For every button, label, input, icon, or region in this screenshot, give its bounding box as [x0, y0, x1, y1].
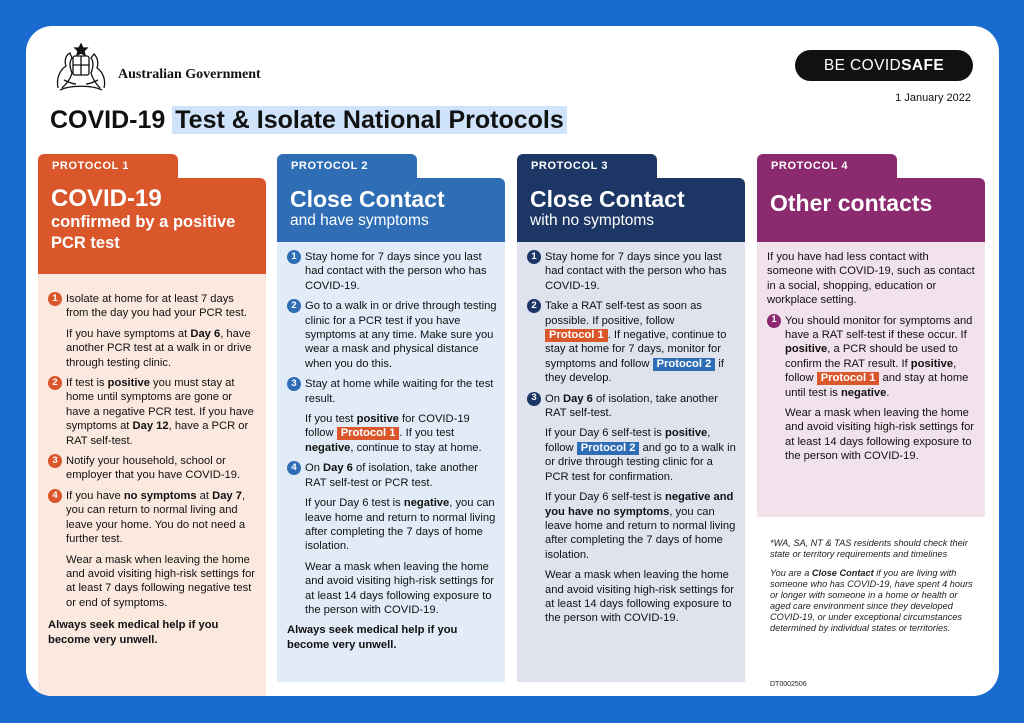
protocol-1-step-4 — [48, 489, 258, 610]
step-text: Take a RAT self-test as soon as possible. If positive, follow Protocol 1 . If negative, continue to stay at home for 7 days, monitor for symptoms and follow Protocol 2 if they develop. — [545, 300, 727, 385]
protocol-1-step-3 — [48, 454, 258, 483]
step-text-extra: If your Day 6 self-test is positive, follow Protocol 2 and go to a walk in or drive through testing clinic for a PCR test for confirmation. — [545, 427, 736, 483]
step-number: 2 — [48, 376, 62, 390]
protocol-1-badge: Protocol 1 — [337, 427, 400, 440]
protocol-4-header — [757, 178, 985, 242]
title-part-1: COVID-19 — [50, 106, 173, 134]
protocol-2-step-2 — [287, 299, 497, 371]
step-number: 2 — [287, 299, 301, 313]
protocol-2-step-3 — [287, 377, 497, 455]
protocol-1-badge: Protocol 1 — [817, 372, 880, 385]
step-text-extra: Wear a mask when leaving the home and avoid visiting high-risk settings for at least 14 days following exposure to the person with COVID-19. — [545, 569, 735, 625]
protocol-2-tab: PROTOCOL 2 — [277, 154, 417, 178]
protocol-1-step-1 — [48, 292, 258, 370]
step-number: 1 — [527, 250, 541, 264]
protocol-2-header — [277, 178, 505, 242]
protocol-2-badge: Protocol 2 — [653, 358, 716, 371]
covidsafe-light-text: BE COVID — [823, 56, 902, 74]
covidsafe-bold-text: SAFE — [901, 56, 945, 74]
step-number: 4 — [48, 489, 62, 503]
protocol-3-step-1 — [527, 250, 737, 293]
step-number: 1 — [48, 292, 62, 306]
title-part-2: Test & Isolate National Protocols — [172, 106, 567, 134]
protocol-1-column — [38, 154, 266, 696]
step-text: Stay home for 7 days since you last had contact with the person who has COVID-19. — [305, 251, 487, 292]
protocol-3-title: Close Contact — [530, 186, 685, 212]
step-text: On Day 6 of isolation, take another RAT self-test. — [545, 392, 718, 420]
protocol-2-step-1 — [287, 250, 497, 293]
protocol-1-closing: Always seek medical help if you become very unwell. — [48, 619, 219, 646]
step-text-extra: Wear a mask when leaving the home and avoid visiting high-risk settings for at least 14 days following exposure to the person with COVID-19. — [305, 560, 495, 616]
document-id: DT0002506 — [770, 681, 807, 688]
protocol-2-step-4 — [287, 461, 497, 617]
protocol-4-step-1 — [767, 314, 977, 464]
protocol-1-step-2 — [48, 376, 258, 448]
protocol-4-title: Other contacts — [770, 190, 933, 216]
protocol-4-column — [757, 154, 985, 517]
step-text-extra: If your Day 6 self-test is negative and you have no symptoms, you can leave home and return to normal living after completing the 7 days of home isolation. — [545, 491, 736, 561]
step-number: 1 — [287, 250, 301, 264]
protocol-2-badge: Protocol 2 — [577, 442, 640, 455]
page-title — [50, 106, 567, 135]
footnote — [770, 538, 974, 642]
step-text-extra: Wear a mask when leaving the home and avoid visiting high-risk settings for at least 7 days following negative test or end of symptoms. — [66, 553, 256, 609]
step-text: Stay home for 7 days since you last had contact with the person who has COVID-19. — [545, 251, 727, 292]
step-text: Stay at home while waiting for the test result. — [305, 378, 494, 405]
state-note: *WA, SA, NT & TAS residents should check their state or territory requirements and timelines — [770, 538, 968, 559]
step-number: 2 — [527, 299, 541, 313]
protocol-4-intro: If you have had less contact with someone with COVID-19, such as contact in a social, shopping, education or workplace setting. — [767, 251, 975, 307]
step-text: Isolate at home for at least 7 days from the day you had your PCR test. — [66, 293, 247, 320]
step-text: Notify your household, school or employer that you have COVID-19. — [66, 455, 241, 482]
step-text-extra: If you have symptoms at Day 6, have another PCR test at a walk in or drive through testing clinic. — [66, 327, 252, 369]
step-text-extra: If you test positive for COVID-19 follow Protocol 1 . If you test negative, continue to stay at home. — [305, 413, 482, 454]
protocol-2-body — [277, 242, 505, 682]
step-text: If you have no symptoms at Day 7, you can return to normal living and leave your home. You do not need a further test. — [66, 489, 246, 546]
step-number: 3 — [48, 454, 62, 468]
be-covidsafe-badge — [795, 50, 973, 81]
protocol-1-body — [38, 274, 266, 696]
step-text: On Day 6 of isolation, take another RAT self-test or PCR test. — [305, 462, 478, 489]
protocol-3-subtitle: with no symptoms — [530, 212, 655, 229]
step-number: 1 — [767, 314, 781, 328]
step-text: You should monitor for symptoms and have a RAT self-test if these occur. If positive, a PCR should be used to confirm the RAT result. If positive, follow Protocol 1 and stay at home until test is negative. — [785, 314, 973, 399]
protocol-2-title: Close Contact — [290, 186, 445, 212]
protocol-3-step-2 — [527, 299, 737, 385]
coat-of-arms-icon — [50, 40, 112, 94]
protocol-2-subtitle: and have symptoms — [290, 212, 429, 229]
protocol-2-column — [277, 154, 505, 682]
protocol-4-tab: PROTOCOL 4 — [757, 154, 897, 178]
protocol-3-column — [517, 154, 745, 682]
protocol-3-header — [517, 178, 745, 242]
protocol-sheet — [26, 26, 999, 696]
step-number: 3 — [287, 377, 301, 391]
protocol-1-badge: Protocol 1 — [545, 329, 608, 342]
step-text: Go to a walk in or drive through testing clinic for a PCR test if you have symptoms at any time. Make sure you wear a mask and physical distance when you do this. — [305, 300, 497, 370]
protocol-4-body — [757, 242, 985, 517]
step-text-extra: If your Day 6 test is negative, you can leave home and return to normal living after completing the 7 days of home isolation. — [305, 497, 496, 553]
government-name: Australian Government — [118, 67, 261, 82]
close-contact-definition: You are a Close Contact if you are living with someone who has COVID-19, have spent 4 hours or longer with someone in a home or health or aged care environment since they developed COVID-19, or under exceptional circumstances determined by individual states or territories. — [770, 568, 973, 633]
issue-date: 1 January 2022 — [895, 92, 971, 104]
step-text-extra: Wear a mask when leaving the home and avoid visiting high-risk settings for at least 14 days following exposure to the person with COVID-19. — [785, 407, 975, 463]
protocol-3-step-3 — [527, 392, 737, 626]
protocol-1-subtitle: confirmed by a positive PCR test — [51, 213, 236, 252]
protocol-2-closing: Always seek medical help if you become very unwell. — [287, 624, 458, 651]
government-logo — [50, 40, 261, 94]
protocol-1-header — [38, 178, 266, 274]
protocol-3-tab: PROTOCOL 3 — [517, 154, 657, 178]
step-number: 4 — [287, 461, 301, 475]
protocol-1-tab: PROTOCOL 1 — [38, 154, 178, 178]
protocol-1-title: COVID-19 — [51, 185, 162, 212]
protocol-3-body — [517, 242, 745, 682]
step-text: If test is positive you must stay at home until symptoms are gone or have a negative PCR test. If you have symptoms at Day 12, have a PCR or RAT self-test. — [66, 377, 254, 447]
step-number: 3 — [527, 392, 541, 406]
